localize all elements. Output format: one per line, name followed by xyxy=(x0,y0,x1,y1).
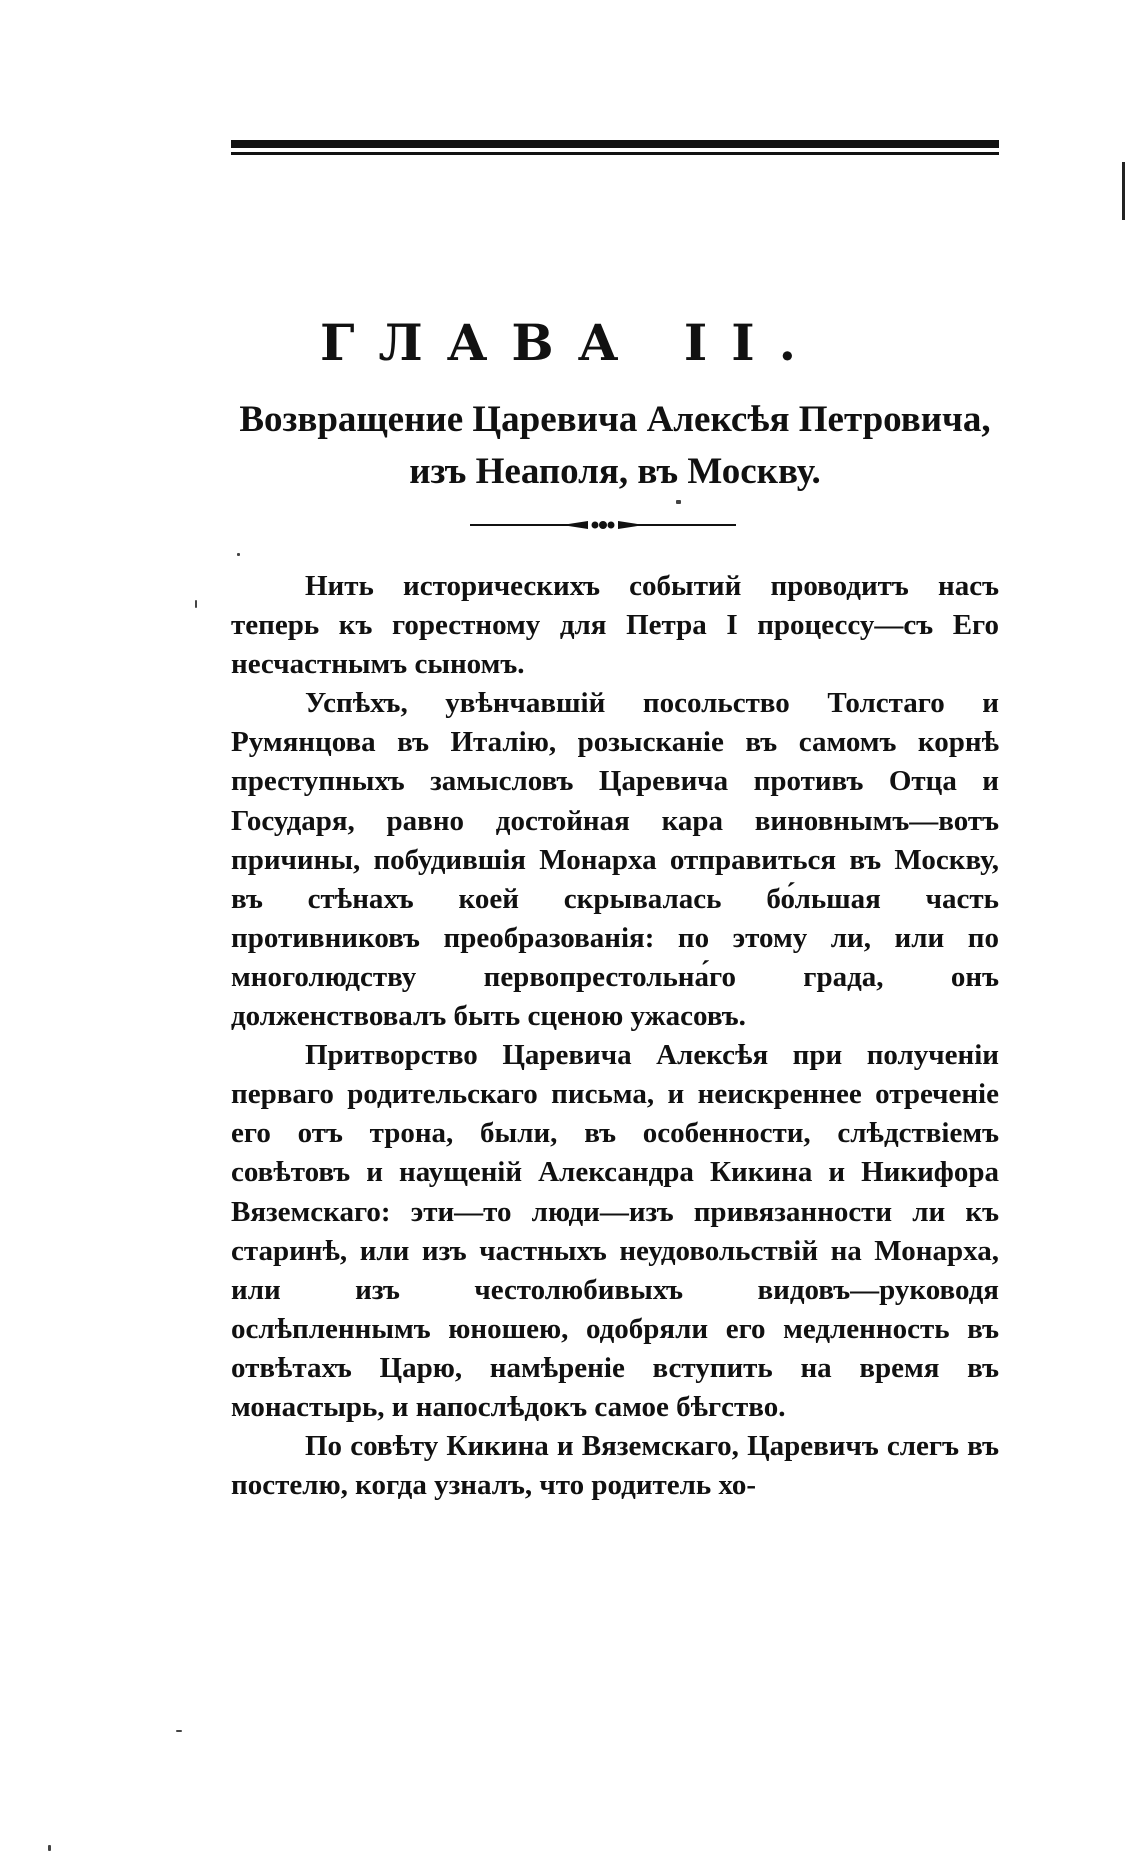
paragraph-4: По совѣту Кикина и Вяземскаго, Царевичъ слегъ въ постелю, когда узналъ, что родитель хо- xyxy=(231,1430,999,1502)
chapter-title: ГЛАВА II. xyxy=(319,313,821,372)
chapter-subtitle-line-2: изъ Неаполя, въ Москву. xyxy=(409,451,821,492)
print-speck xyxy=(176,1730,182,1732)
print-speck xyxy=(237,553,240,556)
header-double-rule xyxy=(231,140,999,160)
print-speck xyxy=(676,500,681,504)
page-edge-mark xyxy=(1122,162,1125,220)
ornament-divider-icon xyxy=(470,518,736,532)
paragraph-3: Притворство Царевича Алексѣя при полученіи перваго родительскаго письма, и неискреннее отреченіе его отъ трона, были, въ особенности, слѣдствіемъ совѣтовъ и наущеній Александра Кикина и Никифора Вяземскаго: эти—то люди—изъ привязанности ли къ старинѣ, или изъ частныхъ неудовольствій на Монарха, или изъ честолюбивыхъ видовъ—руководя ослѣпленнымъ юношею, одобряли его медленность въ отвѣтахъ Царю, намѣреніе вступить на время въ монастырь, и напослѣдокъ самое бѣгство. xyxy=(231,1039,999,1423)
chapter-subtitle xyxy=(230,394,1000,498)
print-speck xyxy=(48,1845,51,1851)
paragraph-2: Успѣхъ, увѣнчавшій посольство Толстаго и Румянцова въ Италію, розысканіе въ самомъ корнѣ преступныхъ замысловъ Царевича противъ Отца и Государя, равно достойная кара виновнымъ—вотъ причины, побудившія Монарха отправиться въ Москву, въ стѣнахъ коей скрывалась бо́льшая часть противниковъ преобразованія: по этому ли, или по многолюдству первопрестольна́го града, онъ долженствовалъ быть сценою ужасовъ. xyxy=(231,687,999,1033)
paragraph-1: Нить историческихъ событий проводитъ насъ теперь къ горестному для Петра I процессу—съ Его несчастнымъ сыномъ. xyxy=(231,570,999,681)
body-text xyxy=(231,567,999,1505)
print-speck xyxy=(195,600,197,608)
header-rule-thick xyxy=(231,140,999,148)
chapter-subtitle-line-1: Возвращение Царевича Алексѣя Петровича, xyxy=(239,399,991,440)
header-rule-thin xyxy=(231,152,999,155)
